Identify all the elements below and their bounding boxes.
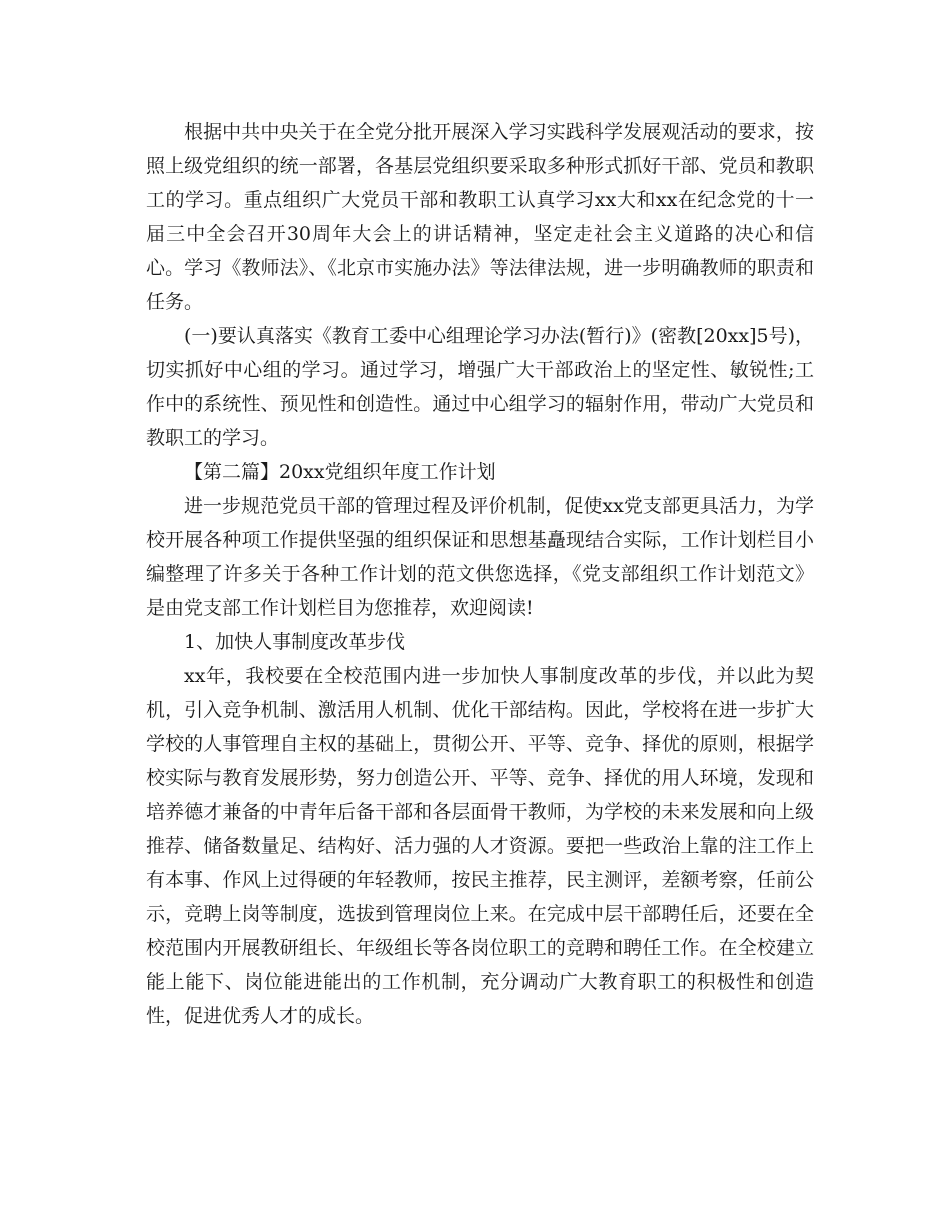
paragraph-intro-party-branch: 进一步规范党员干部的管理过程及评价机制，促使xx党支部更具活力，为学校开展各种项工作提供坚强的组织保证和思想基矗现结合实际，工作计划栏目小编整理了许多关于各种工作计划的范文供您选择，《党支部组织工作计划范文》是由党支部工作计划栏目为您推荐，欢迎阅读!	[146, 495, 814, 619]
section-heading-second-article: 【第二篇】20xx党组织年度工作计划	[184, 461, 496, 483]
item-heading-personnel-reform: 1、加快人事制度改革步伐	[184, 631, 406, 653]
document-body	[146, 115, 814, 1033]
paragraph-central-group-study: (一)要认真落实《教育工委中心组理论学习办法(暂行)》(密教[20xx]5号)，切实抓好中心组的学习。通过学习，增强广大干部政治上的坚定性、敏锐性;工作中的系统性、预见性和创造性。通过中心组学习的辐射作用，带动广大党员和教职工的学习。	[146, 325, 814, 449]
paragraph-personnel-reform: xx年，我校要在全校范围内进一步加快人事制度改革的步伐，并以此为契机，引入竞争机制、激活用人机制、优化干部结构。因此，学校将在进一步扩大学校的人事管理自主权的基础上，贯彻公开、平等、竞争、择优的原则，根据学校实际与教育发展形势，努力创造公开、平等、竞争、择优的用人环境，发现和培养德才兼备的中青年后备干部和各层面骨干教师，为学校的未来发展和向上级推荐、储备数量足、结构好、活力强的人才资源。要把一些政治上靠的注工作上有本事、作风上过得硬的年轻教师，按民主推荐，民主测评，差额考察，任前公示，竞聘上岗等制度，选拔到管理岗位上来。在完成中层干部聘任后，还要在全校范围内开展教研组长、年级组长等各岗位职工的竞聘和聘任工作。在全校建立能上能下、岗位能进能出的工作机制，充分调动广大教育职工的积极性和创造性，促进优秀人才的成长。	[146, 665, 814, 1027]
paragraph-study-requirements: 根据中共中央关于在全党分批开展深入学习实践科学发展观活动的要求，按照上级党组织的统一部署，各基层党组织要采取多种形式抓好干部、党员和教职工的学习。重点组织广大党员干部和教职工认真学习xx大和xx在纪念党的十一届三中全会召开30周年大会上的讲话精神，坚定走社会主义道路的决心和信心。学习《教师法》、《北京市实施办法》等法律法规，进一步明确教师的职责和任务。	[146, 121, 814, 313]
